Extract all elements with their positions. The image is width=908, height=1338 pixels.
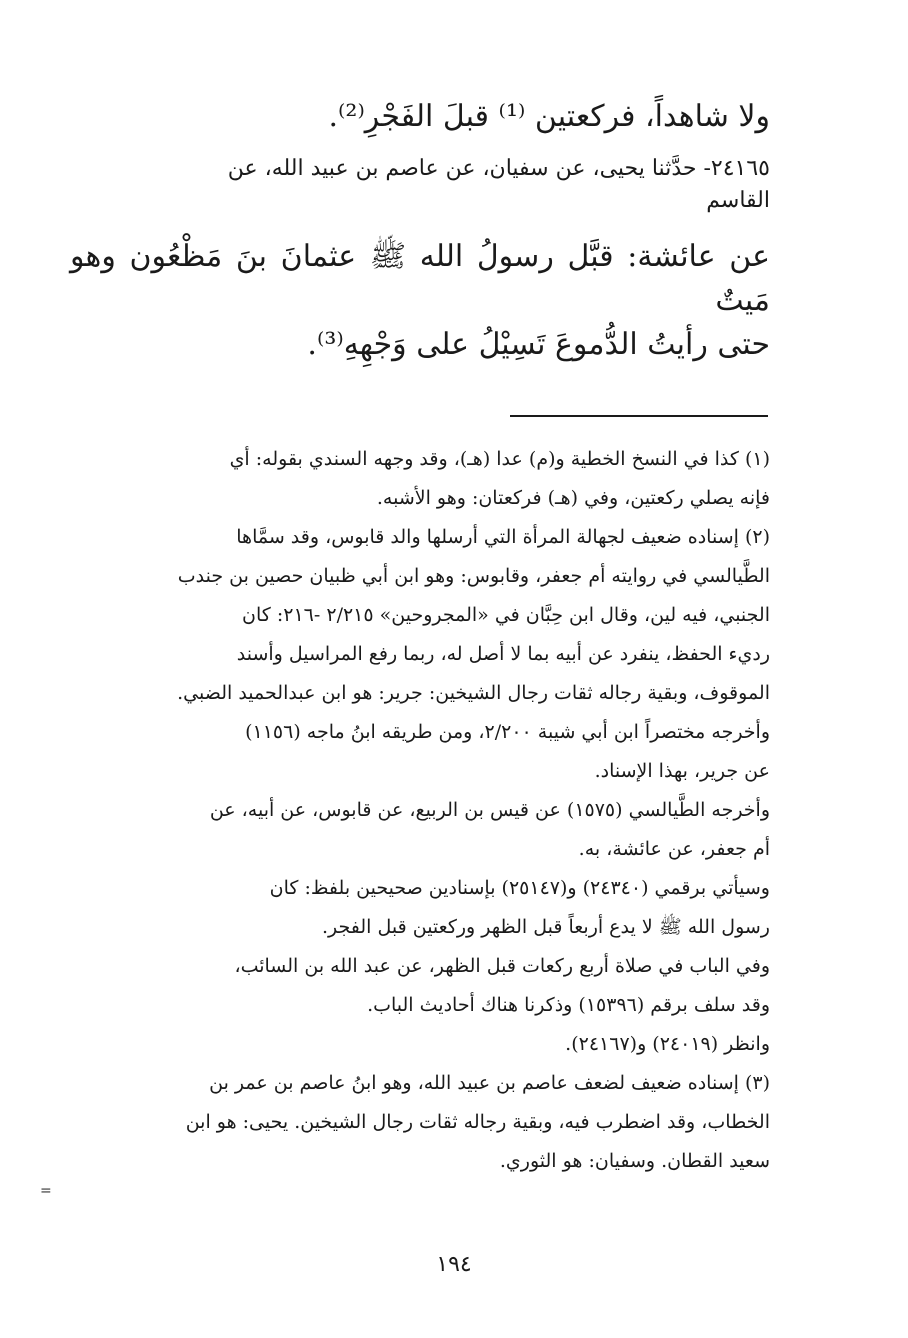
page-number: ١٩٤ xyxy=(436,1252,472,1277)
footnote-divider xyxy=(510,415,768,417)
footnote-line: وانظر (٢٤٠١٩) و(٢٤١٦٧). xyxy=(565,1033,770,1055)
footnote-line: رديء الحفظ، ينفرد عن أبيه بما لا أصل له، ربما رفع المراسيل وأسند xyxy=(236,643,770,665)
footnotes-block xyxy=(70,440,770,1181)
footnote-line: (٣) إسناده ضعيف لضعف عاصم بن عبيد الله، وهو ابنُ عاصم بن عمر بن xyxy=(209,1072,770,1094)
hadith-text-line-1: عن عائشة: قبَّل رسولُ الله ﷺ عثمانَ بنَ مَظْعُون وهو مَيتٌ xyxy=(70,239,771,318)
footnote-line: وأخرجه الطَّيالسي (١٥٧٥) عن قيس بن الربيع، عن قابوس، عن أبيه، عن xyxy=(209,799,770,821)
footnote-line: (١) كذا في النسخ الخطية و(م) عدا (هـ)، وقد وجهه السندي بقوله: أي xyxy=(229,448,770,470)
footnote-line: الجنبي، فيه لين، وقال ابن حِبَّان في «المجروحين» ٢/٢١٥ -٢١٦: كان xyxy=(242,604,770,626)
footnote-line: وقد سلف برقم (١٥٣٩٦) وذكرنا هناك أحاديث الباب. xyxy=(367,994,770,1016)
footnote-line: عن جرير، بهذا الإسناد. xyxy=(594,760,770,782)
hadith-text-line-2: حتى رأيتُ الدُّموعَ تَسِيْلُ على وَجْهِهِ⁽³⁾. xyxy=(307,327,770,362)
footnote-line: وأخرجه مختصراً ابن أبي شيبة ٢/٢٠٠، ومن طريقه ابنُ ماجه (١١٥٦) xyxy=(245,721,770,743)
footnote-line: الموقوف، وبقية رجاله ثقات رجال الشيخين: جرير: هو ابن عبدالحميد الضبي. xyxy=(177,682,770,704)
footnote-line: وسيأتي برقمي (٢٤٣٤٠) و(٢٥١٤٧) بإسنادين صحيحين بلفظ: كان xyxy=(269,877,770,899)
footnote-line: أم جعفر، عن عائشة، به. xyxy=(578,838,770,860)
hadith-number-line: ٢٤١٦٥- حدَّثنا يحيى، عن سفيان، عن عاصم بن عبيد الله، عن xyxy=(227,156,770,181)
footnote-line: فإنه يصلي ركعتين، وفي (هـ) فركعتان: وهو الأشبه. xyxy=(376,487,770,509)
main-text-line-1: ولا شاهداً، فركعتين ⁽¹⁾ قبلَ الفَجْرِ⁽²⁾. xyxy=(328,99,770,134)
hadith-chain-end: القاسم xyxy=(706,188,770,213)
main-text-block xyxy=(70,95,770,367)
footnote-line: الطَّيالسي في روايته أم جعفر، وقابوس: وهو ابن أبي ظبيان حصين بن جندب xyxy=(177,565,770,587)
footnote-line: رسول الله ﷺ لا يدع أربعاً قبل الظهر وركعتين قبل الفجر. xyxy=(321,916,770,938)
footnote-line: (٢) إسناده ضعيف لجهالة المرأة التي أرسلها والد قابوس، وقد سمَّاها xyxy=(236,526,770,548)
footnote-line: وفي الباب في صلاة أربع ركعات قبل الظهر، عن عبد الله بن السائب، xyxy=(234,955,770,977)
footnote-line: سعيد القطان. وسفيان: هو الثوري. xyxy=(499,1150,770,1172)
footnote-line: الخطاب، وقد اضطرب فيه، وبقية رجاله ثقات رجال الشيخين. يحيى: هو ابن xyxy=(185,1111,770,1133)
margin-mark: = xyxy=(40,1183,52,1199)
